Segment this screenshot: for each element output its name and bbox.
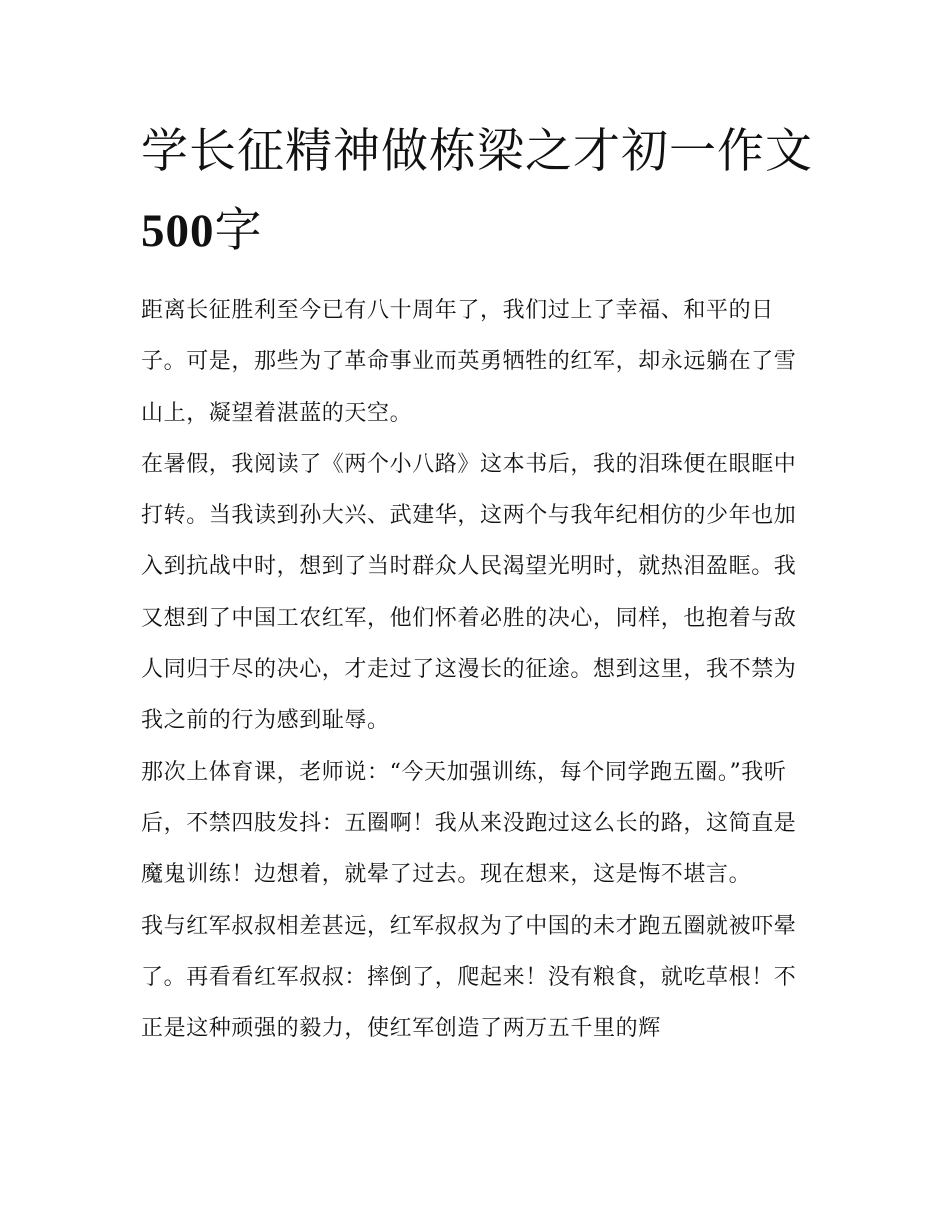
document-body — [141, 285, 813, 1054]
title-number: 500 — [141, 205, 215, 257]
paragraph: 在暑假，我阅读了《两个小八路》这本书后，我的泪珠便在眼眶中打转。当我读到孙大兴、武建华，这两个与我年纪相仿的少年也加入到抗战中时，想到了当时群众人民渴望光明时，就热泪盈眶。我又想到了中国工农红军，他们怀着必胜的决心，同样，也抱着与敌人同归于尽的决心，才走过了这漫长的征途。想到这里，我不禁为我之前的行为感到耻辱。 — [141, 451, 797, 734]
paragraph: 那次上体育课，老师说：“今天加强训练，每个同学跑五圈。”我听后，不禁四肢发抖：五圈啊！我从来没跑过这么长的路，这简直是魔鬼训练！边想着，就晕了过去。现在想来，这是悔不堪言。 — [141, 759, 797, 888]
title-text: 学长征精神做栋梁之才初一作文 — [141, 124, 813, 179]
title-suffix: 字 — [214, 203, 263, 258]
paragraph: 我与红军叔叔相差甚远，红军叔叔为了中国的未才跑五圈就被吓晕了。再看看红军叔叔：摔倒了，爬起来！没有粮食，就吃草根！不正是这种顽强的毅力，使红军创造了两万五千里的辉 — [141, 913, 797, 1042]
document-content — [141, 112, 813, 1054]
paragraph: 距离长征胜利至今已有八十周年了，我们过上了幸福、和平的日子。可是，那些为了革命事业而英勇牺牲的红军，却永远躺在了雪山上，凝望着湛蓝的天空。 — [141, 298, 797, 426]
document-title — [141, 112, 813, 271]
